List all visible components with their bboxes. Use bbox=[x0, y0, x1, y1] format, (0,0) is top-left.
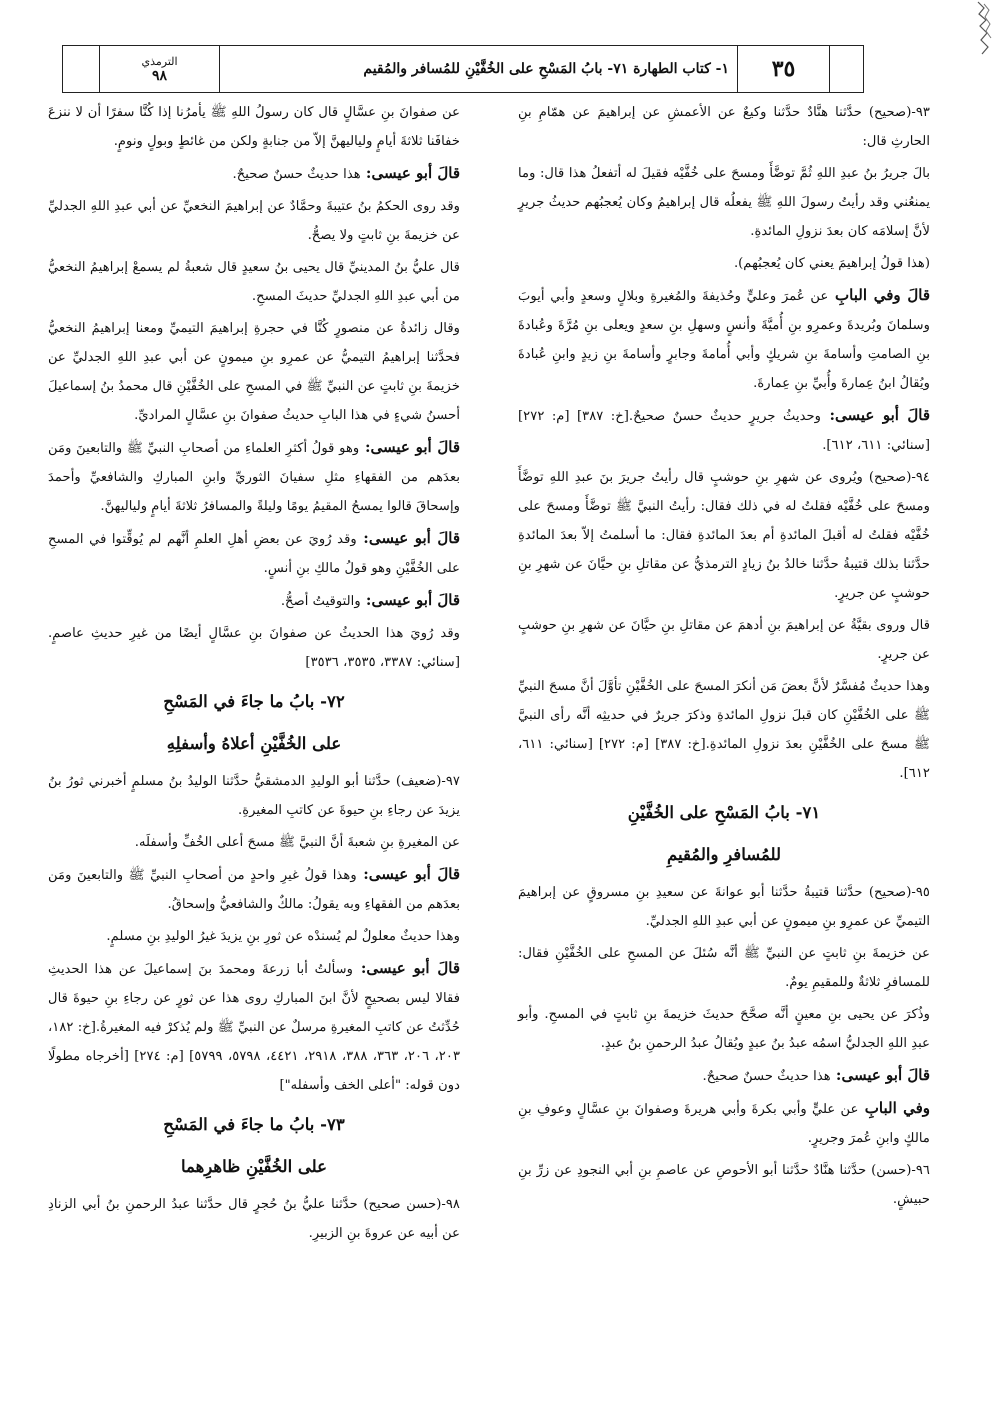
paragraph bbox=[48, 922, 460, 951]
paragraph-text: ٩٤-(صحيح) ويُروى عن شهرِ بنِ حوشبٍ قال رأيتُ جريرَ بنَ عبدِ اللهِ توضَّأَ ومسحَ على خُفَّيْه فقلتُ له في ذلك فقال: رأيتُ النبيَّ ﷺ توضَّأَ ومسحَ على خُفَّيْه فقلتُ له أقبلَ المائدةِ أم بعدَ المائدةِ فقال: ما أسلمتُ إلاّ بعدَ المائدةِ حدَّثنا بذلك قتيبةُ حدَّثنا خالدُ بنُ زيادٍ الترمذيُّ عن مقاتلِ بنِ حيَّانَ عن شهرِ بنِ حوشبٍ عن جريرٍ. bbox=[518, 470, 930, 601]
paragraph-label: قالَ أبو عيسى: bbox=[353, 959, 461, 977]
paragraph-label: قالَ أبو عيسى: bbox=[359, 438, 461, 456]
chapter-heading: ٧٢- بابُ ما جاءَ في المَسْحِ bbox=[163, 692, 345, 711]
paragraph-label: قالَ أبو عيسى: bbox=[821, 406, 931, 424]
page-header bbox=[62, 45, 864, 93]
paragraph-text: قال وروى بقيَّةُ عن إبراهيمَ بنِ أدهمَ عن مقاتلِ بنِ حيَّانَ عن شهرِ بنِ حوشبٍ عن جريرٍ. bbox=[518, 618, 930, 662]
paragraph bbox=[48, 253, 460, 311]
paragraph bbox=[518, 98, 930, 156]
paragraph bbox=[48, 860, 460, 919]
paragraph bbox=[48, 954, 460, 1100]
paragraph-text: عن عليٍّ وأبي بكرةَ وأبي هريرةَ وصفوانَ بنِ عسَّالٍ وعوفِ بنِ مالكٍ وابنِ عُمرَ وجريرٍ. bbox=[518, 1102, 930, 1146]
chapter-heading: على الخُفَّيْنِ ظاهرِهما bbox=[181, 1157, 327, 1176]
paragraph bbox=[518, 878, 930, 936]
chapter-heading: على الخُفَّيْنِ أعلاهُ وأسفلِهِ bbox=[166, 734, 342, 753]
paragraph bbox=[48, 767, 460, 825]
paragraph-text: ٩٦-(حسن) حدَّثنا هنَّادٌ حدَّثنا أبو الأحوصِ عن عاصمِ بنِ أبي النجودِ عن زرِّ بنِ حبيشٍ. bbox=[518, 1163, 930, 1207]
paragraph-label: قالَ أبو عيسى: bbox=[360, 164, 460, 182]
paragraph-text: ٩٥-(صحيح) حدَّثنا قتيبةُ حدَّثنا أبو عوانةَ عن سعيدِ بنِ مسروقٍ عن إبراهيمَ التيميِّ عن عمرِو بنِ ميمونٍ عن أبي عبدِ اللهِ الجدليِّ. bbox=[518, 885, 930, 929]
paragraph bbox=[48, 314, 460, 430]
paragraph-text: وهذا قولُ غيرِ واحدٍ من أصحابِ النبيِّ ﷺ والتابعينَ ومَن بعدَهم من الفقهاءِ وبه يقولُ: مالكٌ والشافعيُّ وإسحاقُ. bbox=[48, 868, 460, 912]
paragraph bbox=[48, 524, 460, 583]
paragraph-text: ٩٧-(ضعيف) حدَّثنا أبو الوليدِ الدمشقيُّ حدَّثنا الوليدُ بنُ مسلمٍ أخبرني ثورُ بنُ يزيدَ عن رجاءِ بنِ حيوةَ عن كاتبِ المغيرةِ. bbox=[48, 774, 460, 818]
paragraph-text: وهذا حديثٌ معلولٌ لم يُسندْه عن ثورِ بنِ يزيدَ غيرُ الوليدِ بنِ مسلمٍ. bbox=[106, 929, 460, 944]
paragraph-text: هذا حديثٌ حسنٌ صحيحٌ. bbox=[232, 167, 361, 182]
paragraph bbox=[48, 192, 460, 250]
source-number: ٩٨ bbox=[151, 68, 168, 84]
paragraph bbox=[48, 1190, 460, 1248]
paragraph bbox=[518, 281, 930, 398]
chapter-heading: ٧١- بابُ المَسْحِ على الخُفَّيْنِ bbox=[627, 803, 821, 822]
book-chapter-title: ١- كتاب الطهارة ٧١- بابُ المَسْحِ على الخُفَّيْنِ للمُسافر والمُقيم bbox=[219, 46, 737, 92]
chapter-heading: للمُسافرِ والمُقيمِ bbox=[667, 845, 781, 864]
paragraph-text: وذُكرَ عن يحيى بنِ معينٍ أنَّه صحَّحَ حديثَ خزيمةَ بنِ ثابتٍ في المسحِ. وأبو عبدِ اللهِ الجدليُّ اسمُه عبدُ بنُ عبدٍ ويُقالُ عبدُ الرحمنِ بنُ عبدٍ. bbox=[518, 1007, 930, 1051]
page-edge-scan-mark bbox=[948, 0, 992, 60]
paragraph-text: والتوقيتُ أصحُّ. bbox=[280, 594, 361, 609]
chapter-heading: ٧٣- بابُ ما جاءَ في المَسْحِ bbox=[163, 1115, 345, 1134]
paragraph-text: قال عليُّ بنُ المدينيِّ قال يحيى بنُ سعيدٍ قال شعبةُ لم يسمعْ إبراهيمُ النخعيُّ من أبي عبدِ اللهِ الجدليِّ حديثَ المسحِ. bbox=[48, 260, 460, 304]
source-name: الترمذي bbox=[141, 55, 178, 68]
paragraph bbox=[48, 98, 460, 156]
paragraph-text: وقد رُويَ هذا الحديثُ عن صفوانَ بنِ عسَّالٍ أيضًا من غيرِ حديثِ عاصمٍ. [سنائي: ٣٣٨٧، ٣٥٣٥، ٣٥٣٦] bbox=[48, 626, 460, 670]
paragraph bbox=[518, 1061, 930, 1091]
paragraph-text: وقال زائدةُ عن منصورٍ كُنَّا في حجرةِ إبراهيمَ التيميِّ ومعنا إبراهيمُ النخعيُّ فحدَّثنا إبراهيمُ التيميُّ عن عمرِو بنِ ميمونٍ عن أبي عبدِ اللهِ الجدليِّ عن خزيمةَ بنِ ثابتٍ عن النبيِّ ﷺ في المسحِ على الخُفَّيْنِ قال محمدُ بنُ إسماعيلَ أحسنُ شيءٍ في هذا البابِ حديثُ صفوانَ بنِ عسَّالٍ المراديِّ. bbox=[48, 321, 460, 423]
paragraph-text: عن عُمرَ وعليٍّ وحُذيفةَ والمُغيرةِ وبلالٍ وسعدٍ وأبي أيوبَ وسلمانَ وبُريدةَ وعمرِو بنِ أُميَّةَ وأنسٍ وسهلِ بنِ سعدٍ ويعلى بنِ مُرَّةَ وعُبادةَ بنِ الصامتِ وأسامةَ بنِ شريكٍ وأبي أُمامةَ وجابرٍ وأسامةَ بنِ زيدٍ وابنِ عُبادةَ ويُقالُ ابنُ عِمارةَ وأُبيِّ بنِ عِمارةَ. bbox=[518, 289, 930, 391]
paragraph bbox=[48, 159, 460, 189]
paragraph bbox=[518, 1000, 930, 1058]
paragraph-text: (هذا قولُ إبراهيمَ يعني كان يُعجبُهم). bbox=[733, 256, 930, 271]
paragraph bbox=[518, 401, 930, 460]
paragraph-text: وحديثُ جريرٍ حديثٌ حسنٌ صحيحٌ.[خ: ٣٨٧] [م: ٢٧٢] [سنائي: ٦١١، ٦١٢]. bbox=[518, 409, 930, 453]
paragraph-text: عن خزيمةَ بنِ ثابتٍ عن النبيِّ ﷺ أنَّه سُئلَ عن المسحِ على الخُفَّيْنِ فقال: للمسافرِ ثلاثةٌ وللمقيمِ يومٌ. bbox=[518, 946, 930, 990]
paragraph-text: وهو قولُ أكثرِ العلماءِ من أصحابِ النبيِّ ﷺ والتابعينَ ومَن بعدَهم من الفقهاءِ مثلِ سفيانَ الثوريِّ وابنِ المباركِ والشافعيِّ وأحمدَ وإسحاقَ قالوا يمسحُ المقيمُ يومًا وليلةً والمسافرُ ثلاثةَ أيامٍ ولياليهنَّ. bbox=[48, 441, 460, 514]
paragraph bbox=[518, 249, 930, 278]
page-number: ٣٥ bbox=[737, 46, 829, 92]
paragraph-text: ٩٣-(صحيح) حدَّثنا هنَّادٌ حدَّثنا وكيعٌ عن الأعمشِ عن إبراهيمَ عن همّامِ بنِ الحارثِ قال: bbox=[518, 105, 930, 149]
paragraph bbox=[48, 433, 460, 521]
paragraph bbox=[518, 672, 930, 788]
paragraph-text: عن صفوانَ بنِ عسَّالٍ قال كان رسولُ اللهِ ﷺ يأمرُنا إذا كُنَّا سفرًا أن لا ننزعَ خفافَنا ثلاثةَ أيامٍ ولياليهنَّ إلاّ من جنابةٍ ولكن من غائطٍ وبولٍ ونومٍ. bbox=[48, 105, 460, 149]
paragraph-label: قالَ أبو عيسى: bbox=[830, 1066, 930, 1084]
paragraph bbox=[48, 619, 460, 677]
paragraph bbox=[518, 159, 930, 246]
paragraph-text: ٩٨-(حسن صحيح) حدَّثنا عليُّ بنُ حُجرٍ قال حدَّثنا عبدُ الرحمنِ بنُ أبي الزنادِ عن أبيه عن عروةَ بنِ الزبيرِ. bbox=[48, 1197, 460, 1241]
paragraph bbox=[518, 1094, 930, 1153]
paragraph-label: قالَ أبو عيسى: bbox=[356, 529, 460, 547]
header-blank-cell-left bbox=[63, 46, 99, 92]
paragraph-text: وهذا حديثٌ مُفسَّرٌ لأنَّ بعضَ مَن أنكرَ المسحَ على الخُفَّيْنِ تأوَّلَ أنَّ مسحَ النبيِّ ﷺ على الخُفَّيْنِ كان قبلَ نزولِ المائدةِ وذكرَ جريرٌ في حديثِه أنَّه رأى النبيَّ ﷺ مسحَ على الخُفَّيْنِ بعدَ نزولِ المائدةِ.[خ: ٣٨٧] [م: ٢٧٢] [سنائي: ٦١١، ٦١٢]. bbox=[518, 679, 930, 781]
paragraph-text: وقد رُويَ عن بعضِ أهلِ العلمِ أنَّهم لم يُوقِّتوا في المسحِ على الخُفَّيْنِ وهو قولُ مالكِ بنِ أنسٍ. bbox=[48, 532, 460, 576]
paragraph-text: عن المغيرةِ بنِ شعبةَ أنَّ النبيَّ ﷺ مسحَ أعلى الخُفِّ وأسفلَه. bbox=[134, 835, 460, 850]
paragraph-text: هذا حديثٌ حسنٌ صحيحٌ. bbox=[702, 1069, 831, 1084]
left-text-column bbox=[48, 98, 460, 1251]
header-blank-cell bbox=[829, 46, 863, 92]
source-label bbox=[99, 46, 219, 92]
paragraph-label: وفي البابِ bbox=[858, 1099, 930, 1117]
paragraph-label: قالَ وفي البابِ bbox=[828, 286, 930, 304]
paragraph bbox=[48, 586, 460, 616]
paragraph bbox=[48, 828, 460, 857]
paragraph bbox=[518, 1156, 930, 1214]
paragraph-label: قالَ أبو عيسى: bbox=[360, 591, 460, 609]
paragraph-text: وسألتُ أبا زرعةَ ومحمدَ بنَ إسماعيلَ عن هذا الحديثِ فقالا ليس بصحيحٍ لأنَّ ابنَ المباركِ روى هذا عن ثورٍ عن رجاءِ بنِ حيوةَ قال حُدِّثتُ عن كاتبِ المغيرةِ مرسلٌ عن النبيِّ ﷺ ولم يُذكرْ فيه المغيرةُ.[خ: ١٨٢، ٢٠٣، ٢٠٦، ٣٦٣، ٣٨٨، ٢٩١٨، ٤٤٢١، ٥٧٩٨، ٥٧٩٩] [م: ٢٧٤] [أخرجاه مطولًا دون قوله: "أعلى الخف وأسفله"] bbox=[48, 962, 461, 1093]
paragraph-label: قالَ أبو عيسى: bbox=[356, 865, 460, 883]
paragraph bbox=[518, 611, 930, 669]
paragraph-text: وقد روى الحكمُ بنُ عتيبةَ وحمَّادٌ عن إبراهيمَ النخعيِّ عن أبي عبدِ اللهِ الجدليِّ عن خزيمةَ بنِ ثابتٍ ولا يصحُّ. bbox=[48, 199, 460, 243]
paragraph bbox=[518, 463, 930, 608]
right-text-column bbox=[518, 98, 930, 1217]
paragraph bbox=[518, 939, 930, 997]
paragraph-text: بالَ جريرُ بنُ عبدِ اللهِ ثُمَّ توضَّأَ ومسحَ على خُفَّيْه فقيلَ له أتفعلُ هذا قال: وما يمنعُني وقد رأيتُ رسولَ اللهِ ﷺ يفعلُه قال إبراهيمُ وكان يُعجبُهم حديثُ جريرٍ لأنَّ إسلامَه كان بعدَ نزولِ المائدةِ. bbox=[518, 166, 930, 239]
